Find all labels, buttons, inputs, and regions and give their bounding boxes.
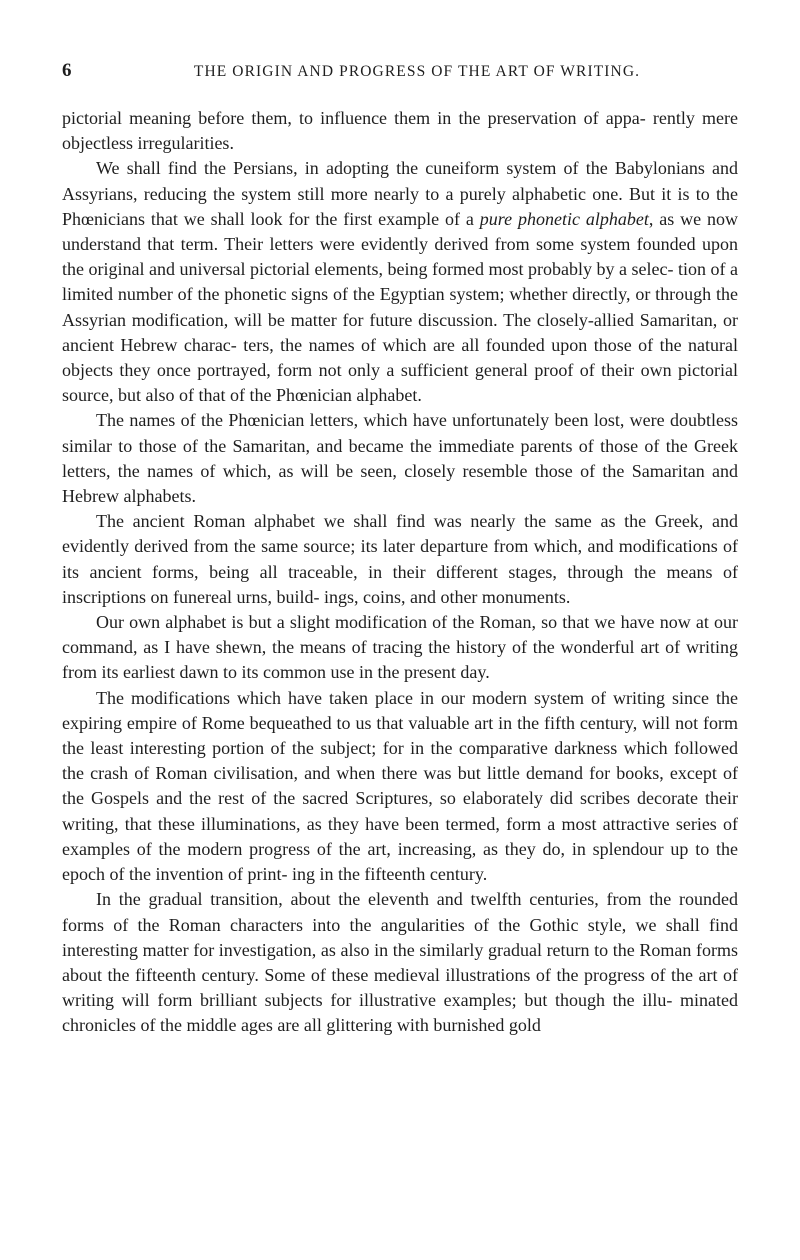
paragraph-7 bbox=[62, 887, 738, 1038]
paragraph-text: The names of the Phœnician letters, which have unfortunately been lost, were doubtless similar to those of the Samaritan, and became the immediate parents of those of the Greek letters, the names of which, as will be seen, closely resemble those of the Samaritan and Hebrew alphabets. bbox=[62, 410, 738, 507]
paragraph-6 bbox=[62, 686, 738, 888]
running-title: THE ORIGIN AND PROGRESS OF THE ART OF WRITING. bbox=[193, 63, 641, 80]
italic-phrase: pure phonetic alphabet bbox=[479, 208, 649, 229]
paragraph-text: The modifications which have taken place in our modern system of writing since the expiring empire of Rome bequeathed to us that valuable art in the fifth century, will not form the least interesting portion of the subject; for in the comparative darkness which followed the crash of Roman civilisation, and when there was but little demand for books, except of the Gospels and the rest of the sacred Scriptures, so elaborately did scribes decorate their writing, that these illuminations, as they have been termed, form a most attractive series of examples of the modern progress of the art, increasing, as they do, in splendour up to the epoch of the invention of print- ing in the fifteenth century. bbox=[62, 687, 738, 885]
paragraph-5 bbox=[62, 610, 738, 686]
page-number: 6 bbox=[62, 60, 72, 81]
paragraph-1 bbox=[62, 106, 738, 156]
paragraph-text: We shall find the Persians, in adopting the cuneiform system of the Babylonians and Assyrians, reducing the system still more nearly to a purely alphabetic one. But it is to the Phœnicians that we shall look for the first example of a bbox=[62, 158, 738, 229]
paragraph-4 bbox=[62, 509, 738, 610]
paragraph-text: In the gradual transition, about the eleventh and twelfth centuries, from the rounded forms of the Roman characters into the angularities of the Gothic style, we shall find interesting matter for investigation, as also in the similarly gradual return to the Roman forms about the fifteenth century. Some of these medieval illustrations of the progress of the art of writing will form brilliant subjects for illustrative examples; but though the illu- minated chronicles of the middle ages are all glittering with burnished gold bbox=[62, 889, 738, 1036]
body-text bbox=[62, 106, 738, 1039]
paragraph-2 bbox=[62, 156, 738, 408]
page-header bbox=[62, 60, 738, 86]
paragraph-text: The ancient Roman alphabet we shall find was nearly the same as the Greek, and evidently derived from the same source; its later departure from which, and modifications of its ancient forms, being all traceable, in their different stages, through the means of inscriptions on funereal urns, build- ings, coins, and other monuments. bbox=[62, 511, 738, 607]
paragraph-3 bbox=[62, 408, 738, 509]
paragraph-text: , as we now understand that term. Their letters were evidently derived from some system founded upon the original and universal pictorial elements, being formed most probably by a selec- tion of a limited number of the phonetic signs of the Egyptian system; whether directly, or through the Assyrian modification, will be matter for future discussion. The closely-allied Samaritan, or ancient Hebrew charac- ters, the names of which are all founded upon those of the natural objects they once portrayed, form not only a sufficient general proof of their own pictorial source, but also of that of the Phœnician alphabet. bbox=[62, 208, 738, 406]
paragraph-text: Our own alphabet is but a slight modification of the Roman, so that we have now at our command, as I have shewn, the means of tracing the history of the wonderful art of writing from its earliest dawn to its common use in the present day. bbox=[62, 612, 738, 683]
paragraph-text: pictorial meaning before them, to influence them in the preservation of appa- rently mere objectless irregularities. bbox=[62, 108, 738, 154]
